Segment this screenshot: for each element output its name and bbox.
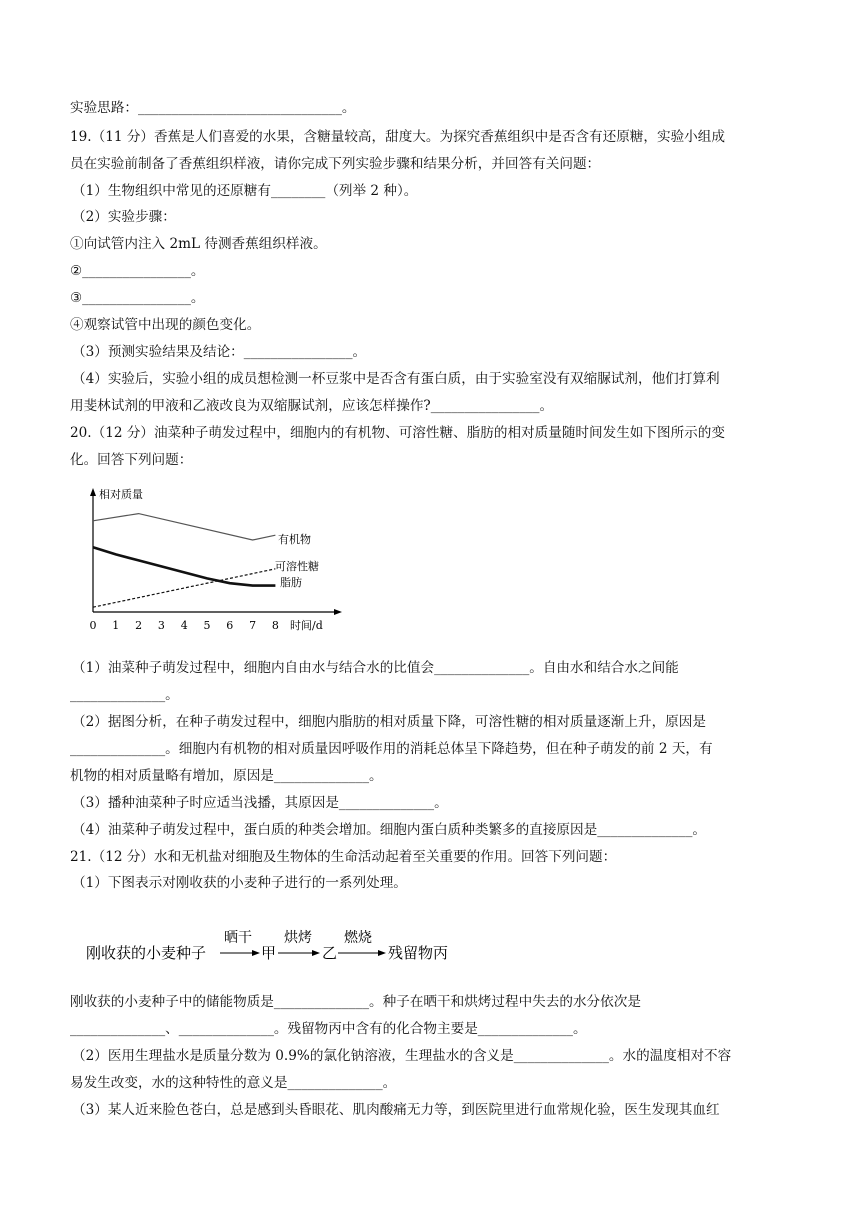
series-fat — [93, 547, 275, 585]
x-tick-7: 7 — [249, 619, 257, 632]
q19-stem-line1: 19.（11 分）香蕉是人们喜爱的水果，含糖量较高，甜度大。为探究香蕉组织中是否含有还原糖，实验小组成 — [70, 129, 725, 145]
q20-part3: （3）播种油菜种子时应适当浅播，其原因是______________。 — [72, 795, 448, 811]
q21-part1-intro: （1）下图表示对刚收获的小麦种子进行的一系列处理。 — [72, 875, 407, 891]
series-soluble-sugar — [93, 569, 275, 607]
q20-part2-line3: 机物的相对质量略有增加，原因是______________。 — [70, 768, 383, 784]
series-labels — [275, 532, 319, 589]
x-axis-label: 时间/d — [290, 619, 323, 632]
x-tick-0: 0 — [89, 619, 97, 632]
q20-stem-line1: 20.（12 分）油菜种子萌发过程中，细胞内的有机物、可溶性糖、脂肪的相对质量随时间发生如下图所示的变 — [70, 425, 725, 441]
chart-series — [93, 514, 275, 608]
flow-start: 刚收获的小麦种子 — [86, 944, 207, 962]
x-axis-arrow — [334, 609, 342, 615]
flow-end: 残留物丙 — [388, 944, 449, 962]
q19-step4: ④观察试管中出现的颜色变化。 — [70, 317, 261, 333]
q19-stem-line2: 员在实验前制备了香蕉组织样液，请你完成下列实验步骤和结果分析，并回答有关问题： — [70, 156, 601, 172]
q19-step1: ①向试管内注入 2mL 待测香蕉组织样液。 — [70, 236, 327, 252]
q18-experiment-idea: 实验思路：______________________________。 — [70, 100, 356, 116]
q20-part4: （4）油菜种子萌发过程中，蛋白质的种类会增加。细胞内蛋白质种类繁多的直接原因是______________。 — [72, 822, 706, 838]
y-axis-arrow — [90, 488, 96, 496]
flow-step-3: 燃烧 — [344, 930, 372, 946]
x-tick-4: 4 — [180, 619, 188, 632]
flow-arrow-3 — [378, 950, 386, 956]
series-fat-label: 脂肪 — [280, 576, 302, 589]
x-tick-1: 1 — [112, 619, 120, 632]
flow-step-2: 烘烤 — [284, 930, 312, 946]
flow-arrow-2 — [312, 950, 320, 956]
seed-germination-chart — [80, 478, 350, 636]
series-organic-matter-label: 有机物 — [278, 533, 311, 546]
q20-part2-line1: （2）据图分析，在种子萌发过程中，细胞内脂肪的相对质量下降，可溶性糖的相对质量逐渐上升，原因是 — [72, 714, 706, 730]
q19-part1: （1）生物组织中常见的还原糖有________（列举 2 种）。 — [72, 183, 418, 199]
series-organic-matter — [93, 514, 275, 540]
x-tick-labels — [90, 619, 279, 632]
x-tick-5: 5 — [203, 619, 211, 632]
q20-part2-line2: ______________。细胞内有机物的相对质量因呼吸作用的消耗总体呈下降趋势，但在种子萌发的前 2 天，有 — [70, 741, 713, 757]
q19-part4-line1: （4）实验后，实验小组的成员想检测一杯豆浆中是否含有蛋白质，由于实验室没有双缩脲试剂，他们打算利 — [72, 371, 720, 387]
q21-part1-line2: ______________、______________。残留物丙中含有的化合物主要是______________。 — [70, 1021, 587, 1037]
q20-stem-line2: 化。回答下列问题： — [70, 452, 193, 468]
q21-part2-line1: （2）医用生理盐水是质量分数为 0.9%的氯化钠溶液，生理盐水的含义是______________。水的温度相对不容 — [72, 1048, 732, 1064]
x-tick-2: 2 — [135, 619, 143, 632]
q21-stem: 21.（12 分）水和无机盐对细胞及生物体的生命活动起着至关重要的作用。回答下列问题： — [70, 849, 617, 865]
q19-step2: ②________________。 — [70, 263, 205, 279]
x-tick-6: 6 — [226, 619, 234, 632]
wheat-seed-treatment-flow — [86, 922, 466, 968]
x-tick-8: 8 — [271, 619, 279, 632]
flow-node-2: 乙 — [322, 944, 338, 962]
q19-step3: ③________________。 — [70, 290, 205, 306]
series-soluble-sugar-label: 可溶性糖 — [275, 560, 319, 573]
q20-part1-line1: （1）油菜种子萌发过程中，细胞内自由水与结合水的比值会______________。自由水和结合水之间能 — [72, 660, 679, 676]
flow-arrow-1 — [252, 950, 260, 956]
flow-node-1: 甲 — [261, 944, 277, 962]
x-tick-3: 3 — [157, 619, 165, 632]
flow-step-1: 晒干 — [224, 930, 252, 946]
q19-part2-heading: （2）实验步骤： — [72, 209, 176, 225]
q21-part2-line2: 易发生改变，水的这种特性的意义是______________。 — [70, 1075, 397, 1091]
q19-part3: （3）预测实验结果及结论：________________。 — [72, 344, 367, 360]
q21-part3-line1: （3）某人近来脸色苍白，总是感到头昏眼花、肌肉酸痛无力等，到医院里进行血常规化验，医生发现其血红 — [72, 1102, 720, 1118]
y-axis-label: 相对质量 — [99, 488, 143, 501]
q19-part4-line2: 用斐林试剂的甲液和乙液改良为双缩脲试剂，应该怎样操作?________________。 — [70, 398, 554, 414]
q20-part1-line2: ______________。 — [70, 687, 179, 703]
q21-part1-line1: 刚收获的小麦种子中的储能物质是______________。种子在晒干和烘烤过程中失去的水分依次是 — [70, 994, 641, 1010]
